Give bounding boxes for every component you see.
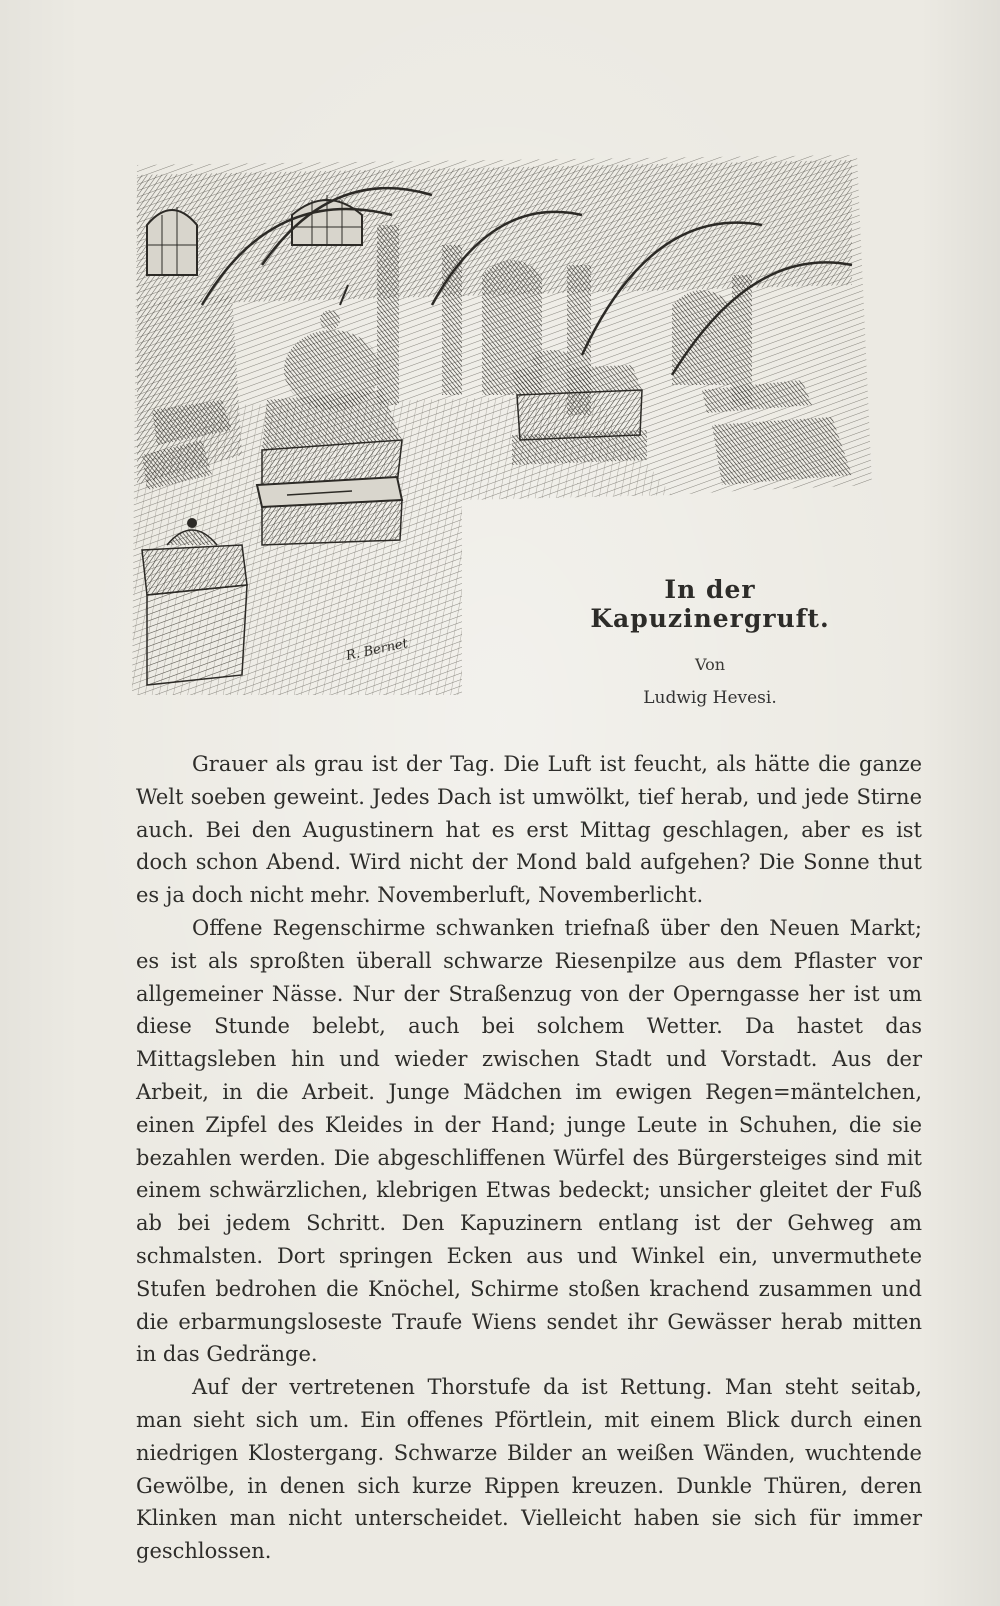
byline-von: Von [694, 655, 726, 674]
paragraph-2: Offene Regenschirme schwanken triefnaß über den Neuen Markt; es ist als sproßten überall schwarze Riesenpilze aus dem Pflaster vor allgemeiner Nässe. Nur der Straßenzug von der Operngasse her ist um diese Stunde belebt, auch bei solchem Wetter. Da hastet das Mittagsleben hin und wieder zwischen Stadt und Vorstadt. Aus der Arbeit, in die Arbeit. Junge Mädchen im ewigen Regen=mäntelchen, einen Zipfel des Kleides in der Hand; junge Leute in Schuhen, die sie bezahlen werden. Die abgeschliffenen Würfel des Bürgersteiges sind mit einem schwärzlichen, klebrigen Etwas bedeckt; unsicher gleitet der Fuß ab bei jedem Schritt. Den Kapuzinern entlang ist der Gehweg am schmalsten. Dort springen Ecken aus und Winkel ein, unvermuthete Stufen bedrohen die Knöchel, Schirme stoßen krachend zusammen und die erbarmungsloseste Traufe Wiens sendet ihr Gewässer herab mitten in das Gedränge. [136, 915, 922, 1367]
paragraph-1: Grauer als grau ist der Tag. Die Luft ist feucht, als hätte die ganze Welt soeben geweint. Jedes Dach ist umwölkt, tief herab, und jede Stirne auch. Bei den Augustinern hat es erst Mittag geschlagen, aber es ist doch schon Abend. Wird nicht der Mond bald aufgehen? Die Sonne thut es ja doch nicht mehr. Novemberluft, Novemberlicht. [136, 752, 922, 908]
artist-signature: R. Bernet [344, 636, 410, 664]
author-name: Ludwig Hevesi. [643, 688, 777, 708]
paragraph-3: Auf der vertretenen Thorstufe da ist Rettung. Man steht seitab, man sieht sich um. Ein offenes Pförtlein, mit einem Blick durch einen niedrigen Klostergang. Schwarze Bilder an weißen Wänden, wuchtende Gewölbe, in denen sich kurze Rippen kreuzen. Dunkle Thüren, deren Klinken man nicht unterscheidet. Vielleicht haben sie sich für immer geschlossen. [136, 1375, 922, 1564]
article-title: In der Kapuzinergruft. [590, 575, 830, 633]
article-body [136, 748, 922, 1568]
article-heading [540, 575, 880, 708]
